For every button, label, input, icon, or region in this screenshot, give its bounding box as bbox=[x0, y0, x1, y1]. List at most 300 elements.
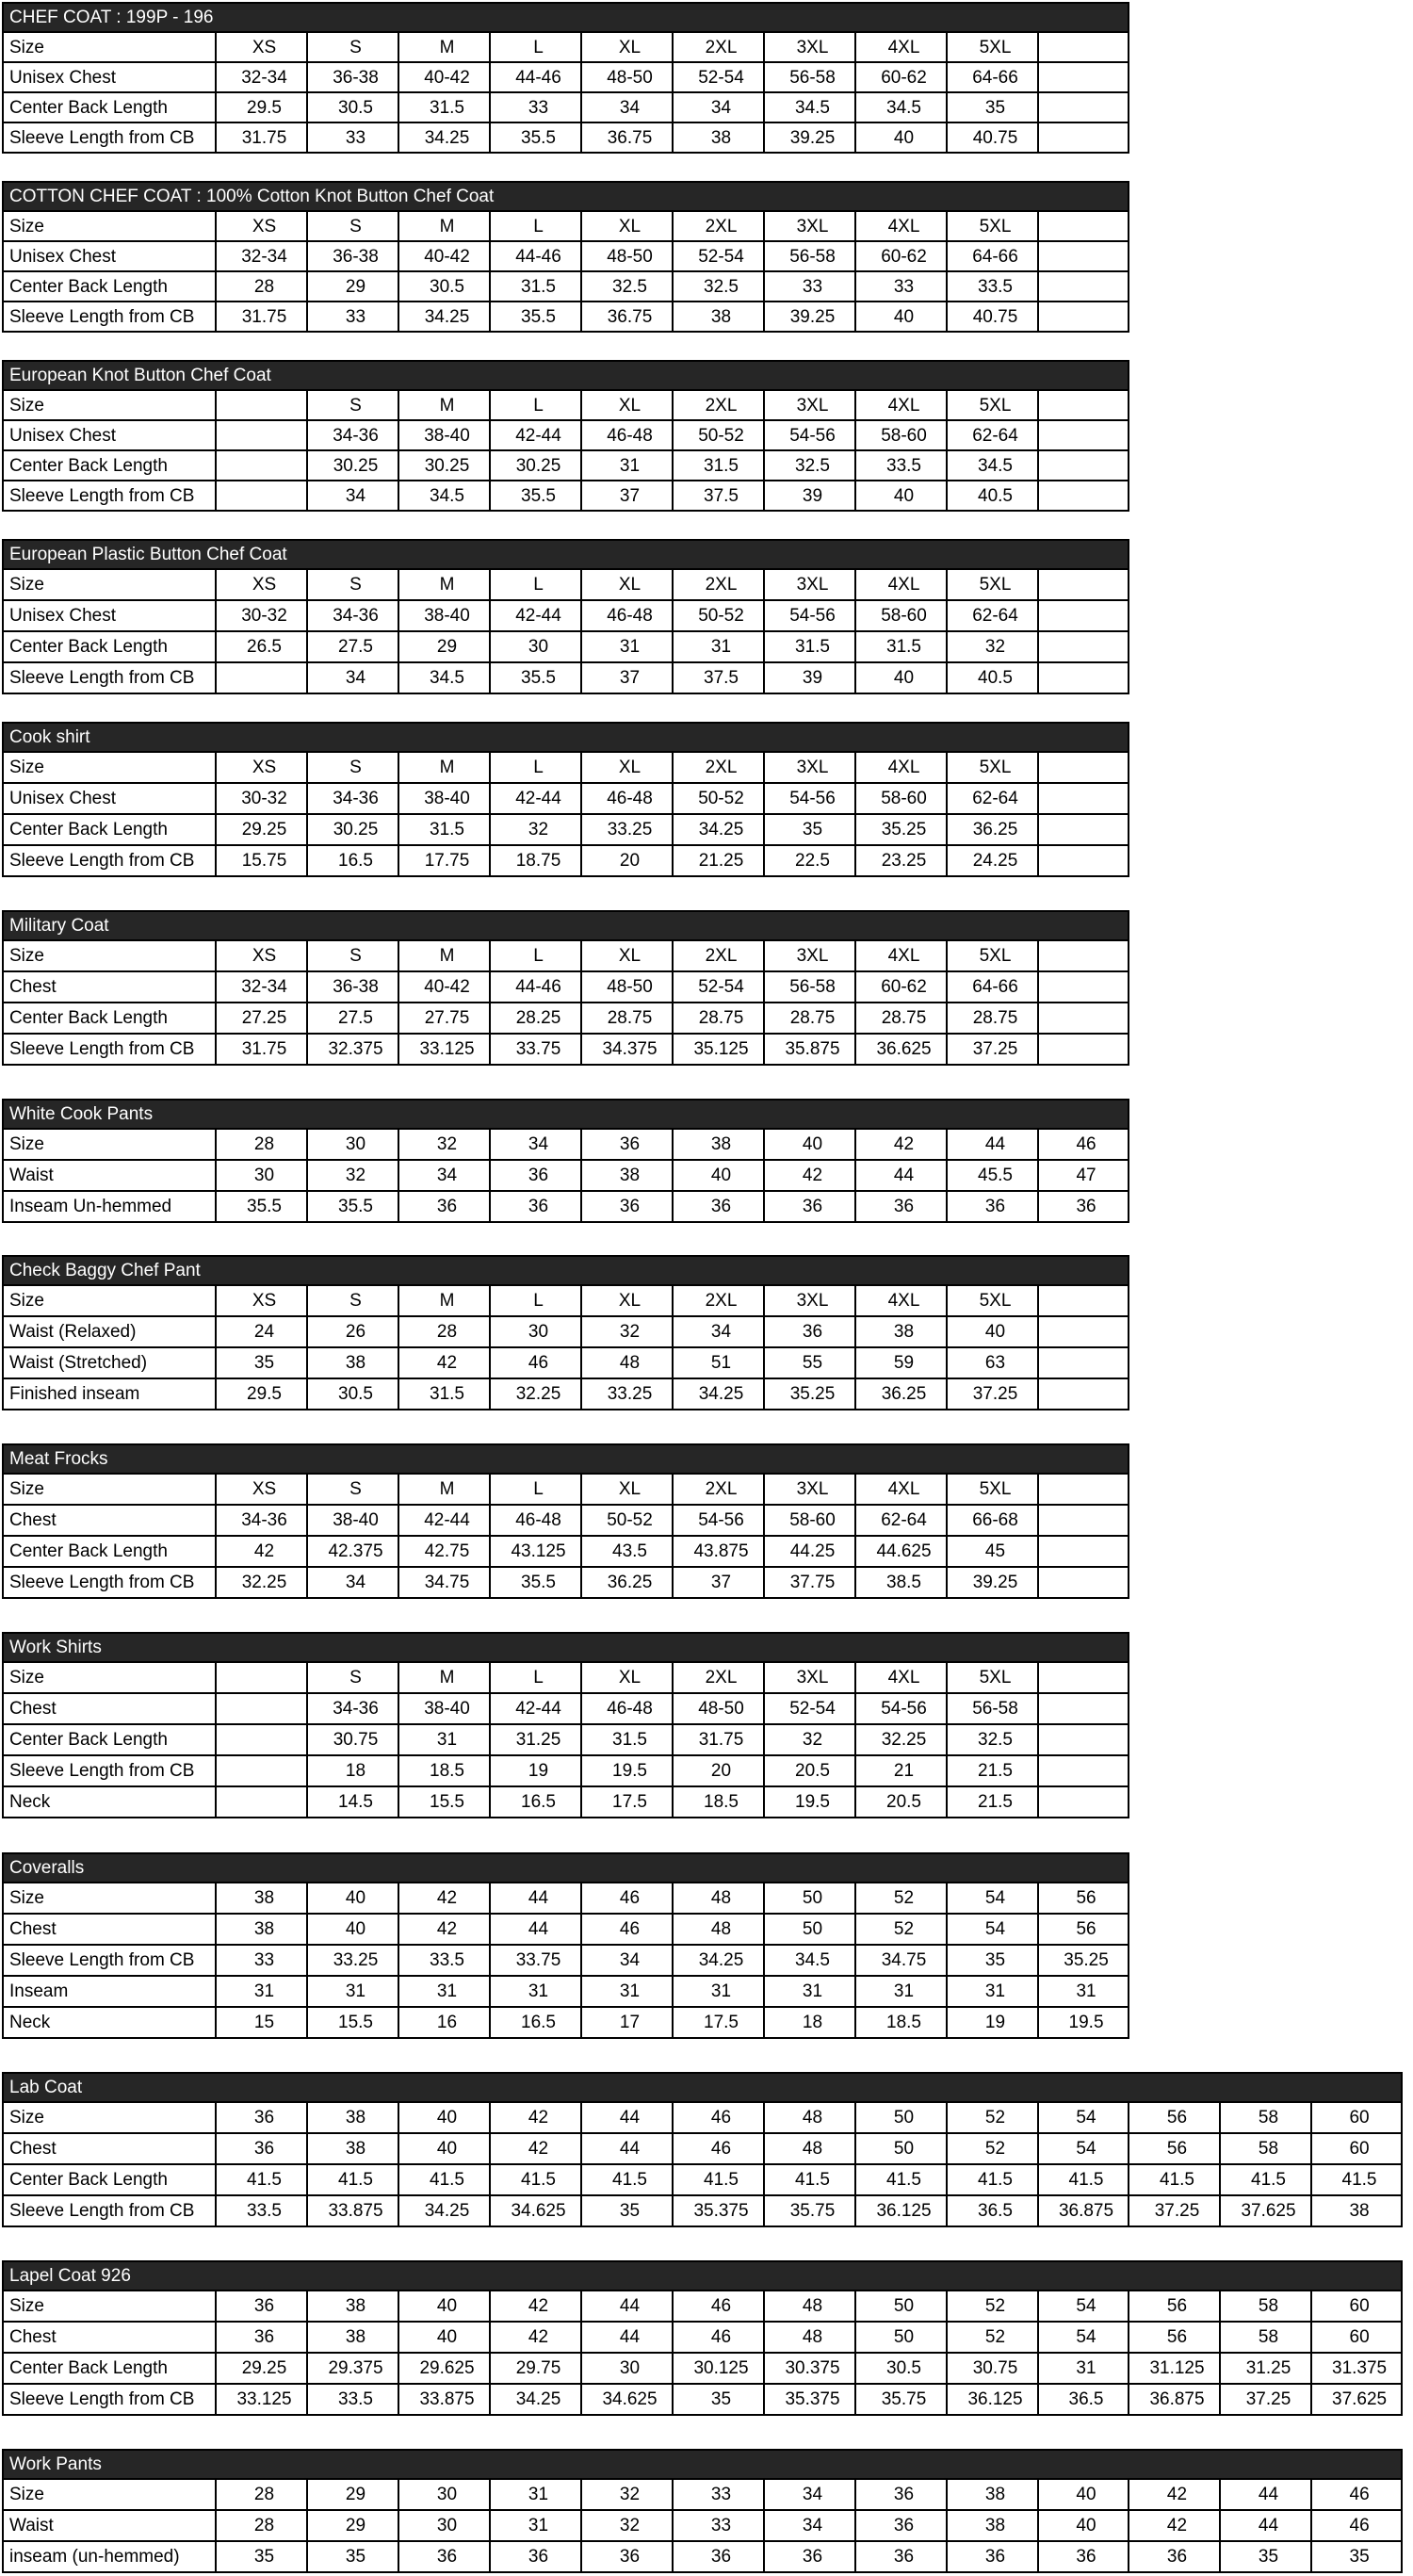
row-label: Center Back Length bbox=[3, 271, 216, 302]
table-cell: 41.5 bbox=[1038, 2164, 1129, 2195]
table-cell: 41.5 bbox=[1311, 2164, 1402, 2195]
table-cell: 29.5 bbox=[216, 1378, 307, 1410]
table-cell: 31 bbox=[490, 2510, 581, 2541]
table-cell: 33.75 bbox=[490, 1945, 581, 1976]
table-cell: S bbox=[307, 940, 398, 971]
table-cell: 31 bbox=[581, 1976, 673, 2007]
table-cell: S bbox=[307, 1662, 398, 1693]
table-cell: 2XL bbox=[673, 940, 764, 971]
table-cell: 42 bbox=[216, 1536, 307, 1567]
table-cell: 28 bbox=[398, 1316, 490, 1347]
row-label: Size bbox=[3, 1662, 216, 1693]
size-table bbox=[2, 2449, 1403, 2573]
table-title: Work Shirts bbox=[3, 1633, 1129, 1662]
table-cell: 40.75 bbox=[947, 122, 1038, 153]
table-cell: 48-50 bbox=[581, 62, 673, 92]
table-row bbox=[3, 940, 1129, 971]
table-cell: 54 bbox=[1038, 2102, 1129, 2133]
table-cell: 48 bbox=[764, 2102, 855, 2133]
table-cell bbox=[1038, 92, 1129, 122]
table-cell: 36.25 bbox=[581, 1567, 673, 1598]
table-cell: 42.375 bbox=[307, 1536, 398, 1567]
table-cell: 35.75 bbox=[764, 2195, 855, 2226]
table-cell: 2XL bbox=[673, 1474, 764, 1505]
table-cell bbox=[1038, 1786, 1129, 1818]
row-label: Sleeve Length from CB bbox=[3, 481, 216, 511]
table-cell: 42 bbox=[764, 1160, 855, 1191]
table-cell: XL bbox=[581, 569, 673, 600]
table-cell bbox=[1038, 420, 1129, 450]
table-cell bbox=[1038, 1567, 1129, 1598]
table-cell: 34.25 bbox=[398, 302, 490, 332]
table-cell: 29 bbox=[307, 2510, 398, 2541]
table-cell: 34.625 bbox=[490, 2195, 581, 2226]
table-cell: S bbox=[307, 1474, 398, 1505]
table-cell: 4XL bbox=[855, 1285, 947, 1316]
table-cell: 58 bbox=[1220, 2133, 1311, 2164]
table-cell: 26 bbox=[307, 1316, 398, 1347]
table-cell: 18 bbox=[307, 1755, 398, 1786]
table-cell: 46-48 bbox=[581, 420, 673, 450]
table-cell: 36 bbox=[216, 2291, 307, 2322]
table-cell: 20.5 bbox=[764, 1755, 855, 1786]
table-cell: 40.5 bbox=[947, 481, 1038, 511]
table-cell: 36 bbox=[1129, 2541, 1220, 2572]
table-cell: 31 bbox=[307, 1976, 398, 2007]
table-cell: 38 bbox=[673, 122, 764, 153]
table-cell: 64-66 bbox=[947, 971, 1038, 1003]
table-cell: 56 bbox=[1129, 2133, 1220, 2164]
table-row bbox=[3, 1914, 1129, 1945]
table-cell: 17.5 bbox=[673, 2007, 764, 2038]
size-table bbox=[2, 181, 1129, 333]
table-cell: 34.25 bbox=[490, 2384, 581, 2415]
table-cell: XL bbox=[581, 1474, 673, 1505]
table-cell: 32 bbox=[398, 1129, 490, 1160]
table-cell bbox=[1038, 814, 1129, 845]
row-label: Sleeve Length from CB bbox=[3, 2195, 216, 2226]
table-row bbox=[3, 271, 1129, 302]
table-cell: 33 bbox=[307, 302, 398, 332]
row-label: Size bbox=[3, 390, 216, 420]
table-cell: 34 bbox=[307, 662, 398, 693]
table-cell: L bbox=[490, 32, 581, 62]
table-cell: 44.25 bbox=[764, 1536, 855, 1567]
table-cell: 31.75 bbox=[216, 302, 307, 332]
table-cell: 32 bbox=[581, 2479, 673, 2510]
table-cell: 29.5 bbox=[216, 92, 307, 122]
table-cell: 32 bbox=[307, 1160, 398, 1191]
table-cell: 29.375 bbox=[307, 2353, 398, 2384]
table-cell: 24.25 bbox=[947, 845, 1038, 876]
table-row bbox=[3, 302, 1129, 332]
table-cell: 50-52 bbox=[581, 1505, 673, 1536]
table-cell: 15.5 bbox=[398, 1786, 490, 1818]
table-cell: 40 bbox=[855, 481, 947, 511]
table-cell: 50 bbox=[855, 2291, 947, 2322]
table-cell: 50-52 bbox=[673, 420, 764, 450]
table-cell: 36 bbox=[398, 2541, 490, 2572]
table-cell: 38 bbox=[855, 1316, 947, 1347]
table-cell: 3XL bbox=[764, 1662, 855, 1693]
table-cell: 50-52 bbox=[673, 783, 764, 814]
table-cell bbox=[1038, 1755, 1129, 1786]
table-cell: 41.5 bbox=[764, 2164, 855, 2195]
table-title: Meat Frocks bbox=[3, 1444, 1129, 1474]
table-row bbox=[3, 1536, 1129, 1567]
row-label: Chest bbox=[3, 971, 216, 1003]
table-cell: 44 bbox=[490, 1914, 581, 1945]
table-cell: 52 bbox=[855, 1914, 947, 1945]
row-label: Neck bbox=[3, 1786, 216, 1818]
size-table bbox=[2, 1099, 1129, 1223]
table-cell: 33 bbox=[216, 1945, 307, 1976]
table-cell: 21.5 bbox=[947, 1786, 1038, 1818]
table-title: Lapel Coat 926 bbox=[3, 2261, 1402, 2291]
table-title: Check Baggy Chef Pant bbox=[3, 1256, 1129, 1285]
table-cell: 34 bbox=[673, 1316, 764, 1347]
row-label: Center Back Length bbox=[3, 814, 216, 845]
row-label: Center Back Length bbox=[3, 1724, 216, 1755]
table-cell: 54-56 bbox=[764, 783, 855, 814]
table-cell: 34 bbox=[581, 1945, 673, 1976]
table-cell: 60 bbox=[1311, 2102, 1402, 2133]
table-cell: 34.625 bbox=[581, 2384, 673, 2415]
row-label: Size bbox=[3, 569, 216, 600]
table-row bbox=[3, 241, 1129, 271]
table-cell: 34.75 bbox=[855, 1945, 947, 1976]
table-cell: 35 bbox=[307, 2541, 398, 2572]
table-cell: 46 bbox=[673, 2102, 764, 2133]
table-cell: 62-64 bbox=[947, 783, 1038, 814]
row-label: Sleeve Length from CB bbox=[3, 1945, 216, 1976]
table-cell: XL bbox=[581, 390, 673, 420]
table-cell: 38-40 bbox=[398, 783, 490, 814]
table-cell bbox=[1038, 1505, 1129, 1536]
table-cell: 4XL bbox=[855, 32, 947, 62]
table-cell: 52-54 bbox=[673, 241, 764, 271]
table-cell: XS bbox=[216, 1474, 307, 1505]
table-cell: 56-58 bbox=[764, 241, 855, 271]
table-cell: S bbox=[307, 1285, 398, 1316]
table-cell: 4XL bbox=[855, 390, 947, 420]
table-cell: 36 bbox=[581, 1129, 673, 1160]
table-cell: 31 bbox=[490, 2479, 581, 2510]
table-cell: 30.375 bbox=[764, 2353, 855, 2384]
row-label: Sleeve Length from CB bbox=[3, 1755, 216, 1786]
table-cell: 28.25 bbox=[490, 1003, 581, 1034]
table-cell: 4XL bbox=[855, 569, 947, 600]
table-cell: 37 bbox=[581, 662, 673, 693]
size-table bbox=[2, 2, 1129, 154]
table-cell: 39 bbox=[764, 481, 855, 511]
table-cell: 59 bbox=[855, 1347, 947, 1378]
table-cell: 3XL bbox=[764, 1285, 855, 1316]
table-cell: 4XL bbox=[855, 1474, 947, 1505]
table-row bbox=[3, 2384, 1402, 2415]
table-row bbox=[3, 2510, 1402, 2541]
table-cell: 34 bbox=[307, 1567, 398, 1598]
table-cell: 28.75 bbox=[855, 1003, 947, 1034]
size-table bbox=[2, 1443, 1129, 1599]
table-cell: 18.75 bbox=[490, 845, 581, 876]
table-cell: 52-54 bbox=[673, 62, 764, 92]
table-cell: 31.75 bbox=[216, 122, 307, 153]
table-cell: 29 bbox=[307, 271, 398, 302]
table-cell: 32 bbox=[947, 631, 1038, 662]
table-cell: 5XL bbox=[947, 569, 1038, 600]
table-cell: 48 bbox=[764, 2291, 855, 2322]
table-cell: 2XL bbox=[673, 1662, 764, 1693]
table-cell: 36 bbox=[764, 2541, 855, 2572]
table-cell: 28 bbox=[216, 2479, 307, 2510]
table-row bbox=[3, 2291, 1402, 2322]
table-cell: 35.375 bbox=[764, 2384, 855, 2415]
table-cell: 52 bbox=[947, 2291, 1038, 2322]
table-cell bbox=[1038, 1003, 1129, 1034]
table-cell: 46 bbox=[673, 2133, 764, 2164]
table-cell: 38 bbox=[307, 2133, 398, 2164]
table-cell: 24 bbox=[216, 1316, 307, 1347]
table-title: Coveralls bbox=[3, 1853, 1129, 1883]
row-label: Unisex Chest bbox=[3, 241, 216, 271]
table-cell: 60 bbox=[1311, 2322, 1402, 2353]
table-row bbox=[3, 122, 1129, 153]
table-cell: S bbox=[307, 569, 398, 600]
row-label: Waist (Relaxed) bbox=[3, 1316, 216, 1347]
table-cell: 36 bbox=[216, 2102, 307, 2133]
table-cell: 44 bbox=[581, 2291, 673, 2322]
table-cell: 37.75 bbox=[764, 1567, 855, 1598]
table-cell: 32.5 bbox=[673, 271, 764, 302]
table-title: European Knot Button Chef Coat bbox=[3, 361, 1129, 390]
table-row bbox=[3, 2541, 1402, 2572]
table-row bbox=[3, 1755, 1129, 1786]
table-cell: 43.125 bbox=[490, 1536, 581, 1567]
table-cell: 38 bbox=[673, 1129, 764, 1160]
table-title: Work Pants bbox=[3, 2450, 1402, 2479]
table-cell: 41.5 bbox=[1220, 2164, 1311, 2195]
table-cell: 33.75 bbox=[490, 1034, 581, 1065]
table-cell: M bbox=[398, 569, 490, 600]
table-cell: 54 bbox=[1038, 2133, 1129, 2164]
table-cell: 56-58 bbox=[764, 62, 855, 92]
table-cell: 23.25 bbox=[855, 845, 947, 876]
table-cell: 37.625 bbox=[1220, 2195, 1311, 2226]
table-cell: 38 bbox=[947, 2510, 1038, 2541]
table-cell: 41.5 bbox=[307, 2164, 398, 2195]
row-label: Center Back Length bbox=[3, 2164, 216, 2195]
table-cell: 34 bbox=[764, 2479, 855, 2510]
table-cell: 40 bbox=[398, 2291, 490, 2322]
table-cell: 58-60 bbox=[764, 1505, 855, 1536]
table-cell: 35 bbox=[764, 814, 855, 845]
table-cell: 30 bbox=[398, 2510, 490, 2541]
table-cell: 33.25 bbox=[581, 814, 673, 845]
table-cell: 48 bbox=[764, 2322, 855, 2353]
table-cell: 34.5 bbox=[398, 481, 490, 511]
table-row bbox=[3, 1474, 1129, 1505]
table-row bbox=[3, 814, 1129, 845]
table-cell: 35.5 bbox=[490, 662, 581, 693]
table-cell: 18.5 bbox=[398, 1755, 490, 1786]
table-cell: 48 bbox=[673, 1883, 764, 1914]
table-row bbox=[3, 1347, 1129, 1378]
table-cell: 36 bbox=[855, 1191, 947, 1222]
table-cell: 4XL bbox=[855, 1662, 947, 1693]
table-cell: 30-32 bbox=[216, 600, 307, 631]
table-cell: 56-58 bbox=[947, 1693, 1038, 1724]
table-cell: 37 bbox=[673, 1567, 764, 1598]
table-cell: 41.5 bbox=[398, 2164, 490, 2195]
table-cell: 33 bbox=[764, 271, 855, 302]
table-cell: 31 bbox=[581, 631, 673, 662]
table-cell: 54 bbox=[1038, 2291, 1129, 2322]
table-cell: 17 bbox=[581, 2007, 673, 2038]
table-cell: 34 bbox=[398, 1160, 490, 1191]
table-cell: 35 bbox=[216, 2541, 307, 2572]
size-table bbox=[2, 2072, 1403, 2227]
table-cell: 44 bbox=[855, 1160, 947, 1191]
table-cell: 34.25 bbox=[673, 814, 764, 845]
table-cell: 29 bbox=[307, 2479, 398, 2510]
table-cell: 47 bbox=[1038, 1160, 1129, 1191]
table-cell: 34.25 bbox=[673, 1378, 764, 1410]
table-row bbox=[3, 1378, 1129, 1410]
table-cell bbox=[1038, 481, 1129, 511]
table-cell: 27.25 bbox=[216, 1003, 307, 1034]
table-cell: 56 bbox=[1038, 1883, 1129, 1914]
size-table bbox=[2, 722, 1129, 877]
table-cell: 39.25 bbox=[764, 302, 855, 332]
row-label: Unisex Chest bbox=[3, 420, 216, 450]
table-cell: XL bbox=[581, 752, 673, 783]
table-cell: 42 bbox=[490, 2133, 581, 2164]
table-cell: 28.75 bbox=[947, 1003, 1038, 1034]
table-cell: 36.75 bbox=[581, 302, 673, 332]
table-cell: 44 bbox=[947, 1129, 1038, 1160]
row-label: Center Back Length bbox=[3, 1536, 216, 1567]
table-cell: 40 bbox=[1038, 2510, 1129, 2541]
row-label: Sleeve Length from CB bbox=[3, 1034, 216, 1065]
table-cell: 3XL bbox=[764, 211, 855, 241]
table-cell: 41.5 bbox=[581, 2164, 673, 2195]
table-cell: 42-44 bbox=[490, 783, 581, 814]
table-cell: 36.125 bbox=[947, 2384, 1038, 2415]
table-cell: 16.5 bbox=[490, 2007, 581, 2038]
table-cell: 31.5 bbox=[764, 631, 855, 662]
table-cell: 36 bbox=[855, 2510, 947, 2541]
table-cell: 33.5 bbox=[216, 2195, 307, 2226]
table-cell: XS bbox=[216, 211, 307, 241]
table-cell: 37.5 bbox=[673, 481, 764, 511]
table-cell bbox=[216, 1755, 307, 1786]
table-cell: S bbox=[307, 32, 398, 62]
table-cell: 42 bbox=[1129, 2479, 1220, 2510]
table-cell: 29 bbox=[398, 631, 490, 662]
table-cell: XS bbox=[216, 32, 307, 62]
table-cell: 44-46 bbox=[490, 241, 581, 271]
table-cell: 39 bbox=[764, 662, 855, 693]
table-cell bbox=[216, 390, 307, 420]
table-cell: 15 bbox=[216, 2007, 307, 2038]
table-cell: 30.5 bbox=[398, 271, 490, 302]
table-cell: L bbox=[490, 752, 581, 783]
table-cell bbox=[1038, 1662, 1129, 1693]
table-cell: 35 bbox=[581, 2195, 673, 2226]
table-row bbox=[3, 450, 1129, 481]
table-cell: XL bbox=[581, 1662, 673, 1693]
table-cell: 34 bbox=[764, 2510, 855, 2541]
table-cell: 37.5 bbox=[673, 662, 764, 693]
table-cell: 35.25 bbox=[764, 1378, 855, 1410]
table-cell: 40-42 bbox=[398, 971, 490, 1003]
table-cell: 32-34 bbox=[216, 62, 307, 92]
table-cell: 33.5 bbox=[947, 271, 1038, 302]
table-cell: 55 bbox=[764, 1347, 855, 1378]
table-cell: 2XL bbox=[673, 569, 764, 600]
table-cell: 58-60 bbox=[855, 783, 947, 814]
size-table bbox=[2, 539, 1129, 694]
table-cell: M bbox=[398, 1474, 490, 1505]
table-cell bbox=[1038, 450, 1129, 481]
table-cell: 36.5 bbox=[1038, 2384, 1129, 2415]
table-cell bbox=[1038, 783, 1129, 814]
row-label: Sleeve Length from CB bbox=[3, 122, 216, 153]
table-cell: 31 bbox=[947, 1976, 1038, 2007]
table-cell: 19 bbox=[490, 1755, 581, 1786]
table-cell: 42-44 bbox=[398, 1505, 490, 1536]
table-cell: 28 bbox=[216, 2510, 307, 2541]
table-cell: 30-32 bbox=[216, 783, 307, 814]
table-row bbox=[3, 2007, 1129, 2038]
table-cell: 43.875 bbox=[673, 1536, 764, 1567]
table-cell: 42-44 bbox=[490, 600, 581, 631]
table-cell bbox=[216, 1786, 307, 1818]
table-cell: 33.5 bbox=[307, 2384, 398, 2415]
table-cell: 31 bbox=[490, 1976, 581, 2007]
table-cell: 40 bbox=[398, 2133, 490, 2164]
table-cell: 34-36 bbox=[216, 1505, 307, 1536]
table-cell: 34-36 bbox=[307, 600, 398, 631]
row-label: Size bbox=[3, 1285, 216, 1316]
table-row bbox=[3, 1129, 1129, 1160]
table-cell: 38 bbox=[581, 1160, 673, 1191]
table-cell: 34.5 bbox=[764, 92, 855, 122]
table-cell: 28.75 bbox=[673, 1003, 764, 1034]
table-cell: 41.5 bbox=[216, 2164, 307, 2195]
table-cell: 37.25 bbox=[1129, 2195, 1220, 2226]
table-cell: 48 bbox=[673, 1914, 764, 1945]
table-cell: 19.5 bbox=[581, 1755, 673, 1786]
table-row bbox=[3, 32, 1129, 62]
table-cell: 32.375 bbox=[307, 1034, 398, 1065]
table-cell: 36 bbox=[764, 1191, 855, 1222]
table-row bbox=[3, 390, 1129, 420]
table-cell: 35.5 bbox=[216, 1191, 307, 1222]
table-cell: XS bbox=[216, 1285, 307, 1316]
table-cell: 5XL bbox=[947, 211, 1038, 241]
table-cell: 29.625 bbox=[398, 2353, 490, 2384]
table-cell bbox=[1038, 752, 1129, 783]
table-cell: 21 bbox=[855, 1755, 947, 1786]
table-cell: 42-44 bbox=[490, 1693, 581, 1724]
table-cell: 48-50 bbox=[581, 971, 673, 1003]
row-label: Inseam bbox=[3, 1976, 216, 2007]
table-cell: 33 bbox=[673, 2479, 764, 2510]
table-cell: M bbox=[398, 1662, 490, 1693]
table-cell: 18 bbox=[764, 2007, 855, 2038]
